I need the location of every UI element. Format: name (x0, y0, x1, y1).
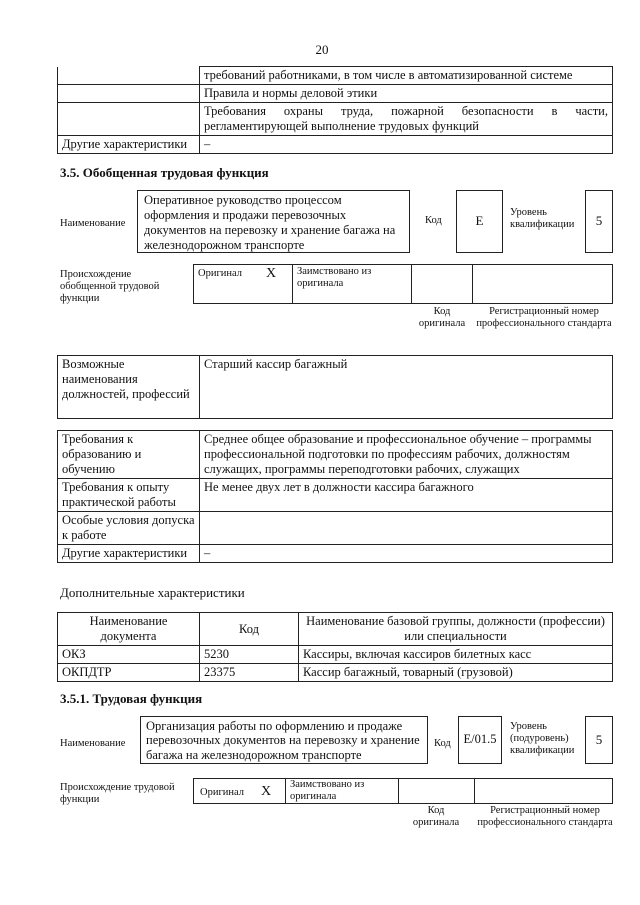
origin-label: Происхождение трудовой функции (60, 782, 175, 806)
table-row (58, 664, 613, 682)
name-value: Организация работы по оформлению и продаже перевозочных документов на перевозку и хранение багажа на железнодорожном транспорте (146, 719, 420, 762)
table-cell: – (200, 136, 613, 154)
header-cell: Наименование базовой группы, должности (профессии) или специальности (299, 613, 613, 646)
table-cell (58, 103, 200, 136)
level-value-box (585, 716, 613, 764)
table-cell: ОКПДТР (58, 664, 200, 682)
requirements-table (57, 430, 613, 563)
level-value-box (585, 190, 613, 253)
requirement-value: Среднее общее образование и профессиональное обучение – программы профессиональной подготовки по профессиям рабочих, должностям служащих, программы переподготовки рабочих, служащих (200, 431, 613, 479)
origin-label: Происхождение обобщенной трудовой функции (60, 269, 160, 305)
origin-divider (292, 264, 293, 304)
table-header-row (58, 613, 613, 646)
original-label: Оригинал (200, 787, 244, 798)
top-characteristics-table (57, 66, 613, 154)
name-value: Оперативное руководство процессом оформления и продажи перевозочных документов на перевозку и хранение багажа на железнодорожном транспорте (144, 193, 396, 252)
code-label: Код (434, 738, 451, 749)
origin-divider (398, 778, 399, 804)
table-row (58, 136, 613, 154)
additional-heading: Дополнительные характеристики (60, 585, 245, 600)
table-cell: Правила и нормы деловой этики (200, 85, 613, 103)
requirement-value: – (200, 545, 613, 563)
origin-divider (285, 778, 286, 804)
level-label: Уровень квалификации (510, 207, 575, 231)
requirement-value: Не менее двух лет в должности кассира багажного (200, 479, 613, 512)
positions-table (57, 355, 613, 419)
page-number: 20 (315, 42, 329, 57)
table-cell: Кассир багажный, товарный (грузовой) (299, 664, 613, 682)
header-cell: Код (200, 613, 299, 646)
table-cell (58, 85, 200, 103)
code-value: E/01.5 (463, 732, 497, 746)
table-row (58, 431, 613, 479)
name-label: Наименование (60, 738, 126, 749)
code-value-box (456, 190, 503, 253)
reg-number-caption: Регистрационный номер профессионального стандарта (477, 805, 613, 829)
origin-divider (411, 264, 412, 304)
original-mark: X (266, 266, 277, 281)
section-heading: 3.5. Обобщенная трудовая функция (60, 165, 269, 180)
additional-table (57, 612, 613, 682)
original-mark: X (261, 784, 272, 799)
table-cell: 5230 (200, 646, 299, 664)
table-cell: ОКЗ (58, 646, 200, 664)
table-row (58, 545, 613, 563)
borrowed-label: Заимствовано из оригинала (297, 266, 372, 290)
header-cell: Наименование документа (58, 613, 200, 646)
code-label: Код (425, 215, 442, 226)
code-original-caption: Код оригинала (412, 805, 460, 829)
table-row (58, 512, 613, 545)
table-row (58, 479, 613, 512)
table-row (58, 103, 613, 136)
reg-number-caption: Регистрационный номер профессионального стандарта (476, 306, 612, 330)
name-label: Наименование (60, 218, 126, 229)
requirement-label: Особые условия допуска к работе (58, 512, 200, 545)
table-cell: Кассиры, включая кассиров билетных касс (299, 646, 613, 664)
table-row (58, 356, 613, 419)
requirement-label: Требования к образованию и обучению (58, 431, 200, 479)
original-label: Оригинал (198, 268, 242, 279)
origin-divider (472, 264, 473, 304)
table-cell: требований работниками, в том числе в автоматизированной системе (200, 67, 613, 85)
name-value-box (137, 190, 410, 253)
origin-table (193, 778, 613, 804)
table-row (58, 67, 613, 85)
origin-divider (474, 778, 475, 804)
positions-value: Старший кассир багажный (200, 356, 613, 419)
section-heading: 3.5.1. Трудовая функция (60, 691, 203, 706)
table-row (58, 85, 613, 103)
positions-label: Возможные наименования должностей, профессий (58, 356, 200, 419)
table-cell: Другие характеристики (58, 136, 200, 154)
table-cell: Требования охраны труда, пожарной безопасности в части, регламентирующей выполнение трудовых функций (200, 103, 613, 136)
table-row (58, 646, 613, 664)
requirement-label: Другие характеристики (58, 545, 200, 563)
code-value: E (475, 213, 484, 228)
level-value: 5 (595, 732, 603, 747)
table-cell: 23375 (200, 664, 299, 682)
table-cell (58, 67, 200, 85)
name-value-box (140, 716, 428, 764)
requirement-label: Требования к опыту практической работы (58, 479, 200, 512)
requirement-value (200, 512, 613, 545)
borrowed-label: Заимствовано из оригинала (290, 779, 365, 803)
level-label: Уровень (подуровень) квалификации (510, 721, 575, 757)
code-original-caption: Код оригинала (418, 306, 466, 330)
code-value-box (458, 716, 502, 764)
level-value: 5 (595, 213, 603, 228)
